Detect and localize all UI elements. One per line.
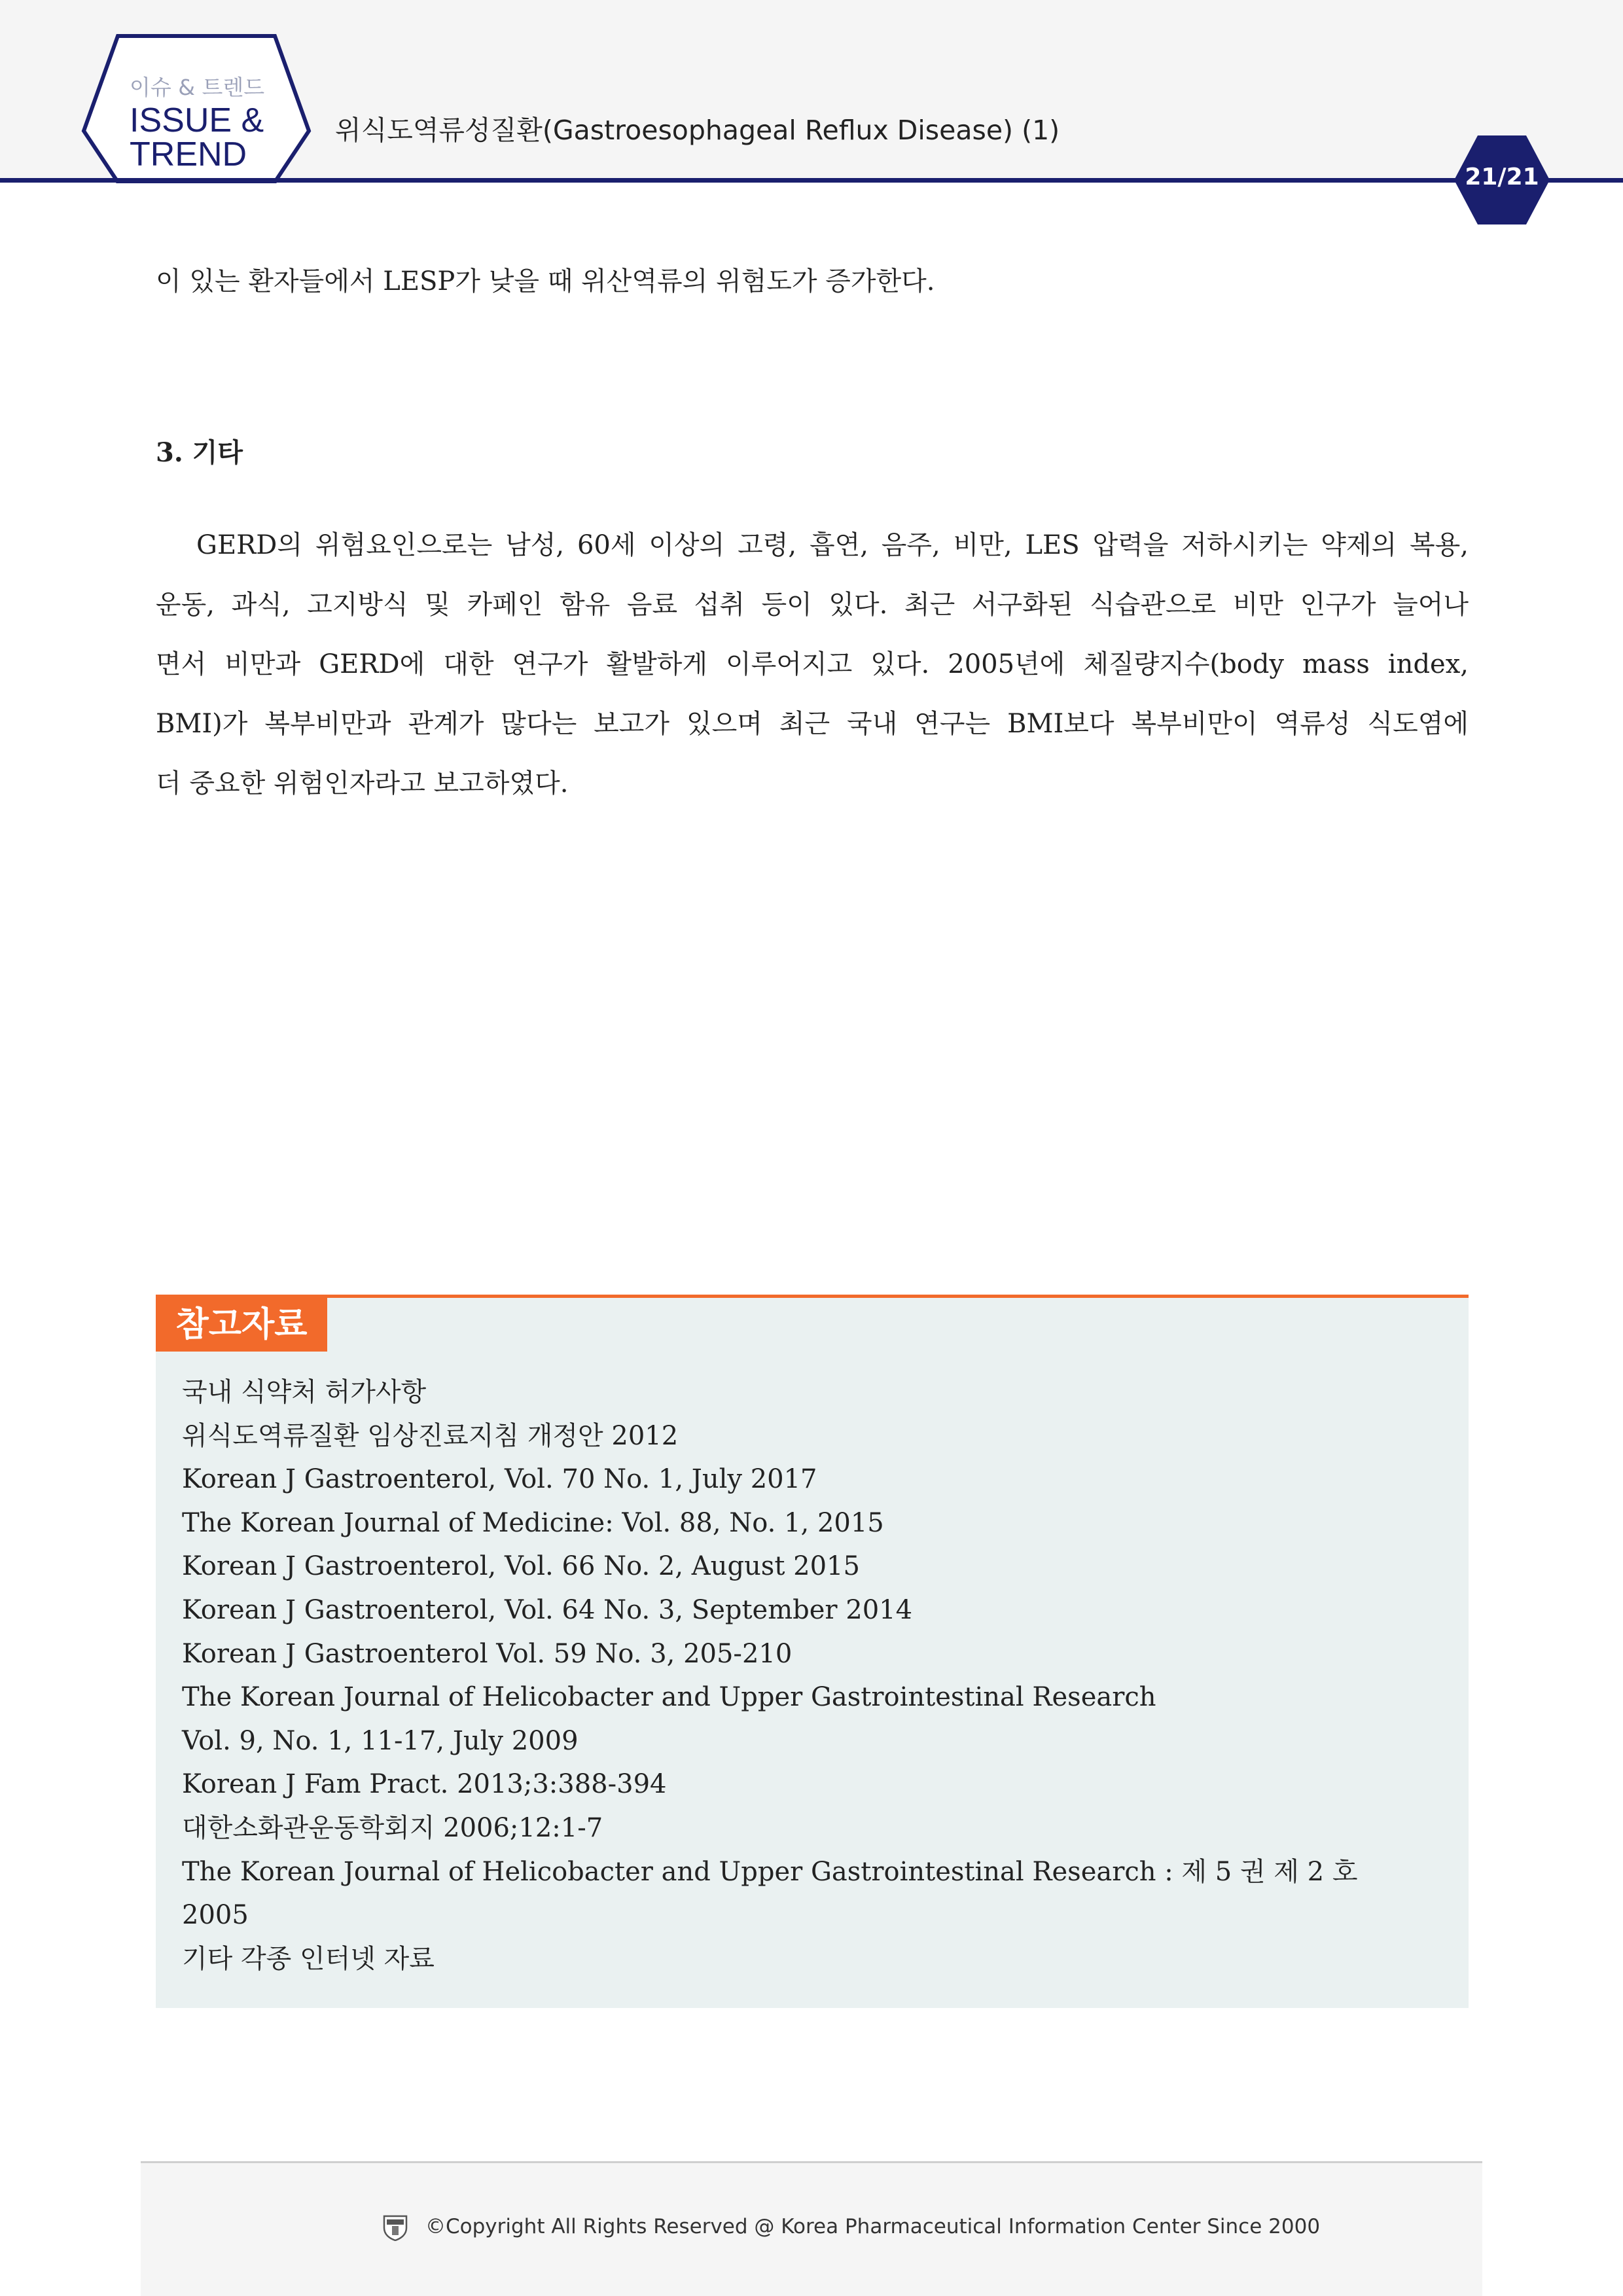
badge-category-english [130, 103, 287, 171]
reference-item: Korean J Gastroenterol, Vol. 64 No. 3, September 2014 [182, 1594, 913, 1625]
header-divider [0, 178, 1623, 183]
reference-item: 기타 각종 인터넷 자료 [182, 1943, 435, 1974]
reference-item: The Korean Journal of Helicobacter and Upper Gastrointestinal Research : 제 5 권 제 2 호 [182, 1856, 1358, 1887]
shield-logo-icon [383, 2214, 408, 2241]
references-list [182, 1371, 1452, 1981]
reference-item: Korean J Gastroenterol, Vol. 70 No. 1, July 2017 [182, 1464, 817, 1495]
reference-item: 국내 식약처 허가사항 [182, 1377, 427, 1407]
references-top-rule [156, 1295, 1469, 1298]
badge-line-issue: ISSUE & [130, 101, 264, 139]
paragraph-line: GERD의 위험요인으로는 남성, 60세 이상의 고령, 흡연, 음주, 비만, LES 압력을 저하시키는 약제의 복용, [196, 530, 1469, 560]
reference-item: Korean J Fam Pract. 2013;3:388-394 [182, 1769, 667, 1800]
copyright-notice: ©Copyright All Rights Reserved @ Korea Pharmaceutical Information Center Since 2000 [425, 2215, 1321, 2238]
references-title: 참고자료 [156, 1298, 327, 1352]
paragraph-line: BMI)가 복부비만과 관계가 많다는 보고가 있으며 최근 국내 연구는 BMI보다 복부비만이 역류성 식도염에 [156, 709, 1469, 739]
intro-sentence: 이 있는 환자들에서 LESP가 낮을 때 위산역류의 위험도가 증가한다. [156, 266, 935, 296]
page-number: 21/21 [1465, 164, 1539, 190]
reference-item: 대한소화관운동학회지 2006;12:1-7 [182, 1812, 603, 1843]
reference-item: 위식도역류질환 임상진료지침 개정안 2012 [182, 1420, 679, 1451]
reference-item: The Korean Journal of Medicine: Vol. 88, No. 1, 2015 [182, 1507, 884, 1538]
paragraph-line: 더 중요한 위험인자라고 보고하였다. [156, 768, 569, 798]
paragraph-line: 면서 비만과 GERD에 대한 연구가 활발하게 이루어지고 있다. 2005년에 체질량지수(body mass index, [156, 649, 1469, 679]
reference-item: Korean J Gastroenterol Vol. 59 No. 3, 205-210 [182, 1638, 793, 1669]
section-heading: 3. 기타 [156, 437, 243, 468]
reference-item: Vol. 9, No. 1, 11-17, July 2009 [182, 1725, 579, 1756]
reference-item: The Korean Journal of Helicobacter and Upper Gastrointestinal Research [182, 1682, 1156, 1713]
badge-line-trend: TREND [130, 135, 247, 173]
reference-item: 2005 [182, 1900, 249, 1931]
paragraph-line: 운동, 과식, 고지방식 및 카페인 함유 음료 섭취 등이 있다. 최근 서구화된 식습관으로 비만 인구가 늘어나 [156, 590, 1469, 620]
badge-category-korean: 이슈 & 트렌드 [130, 75, 265, 100]
reference-item: Korean J Gastroenterol, Vol. 66 No. 2, August 2015 [182, 1551, 860, 1582]
page-title: 위식도역류성질환(Gastroesophageal Reflux Disease) (1) [335, 115, 1060, 146]
